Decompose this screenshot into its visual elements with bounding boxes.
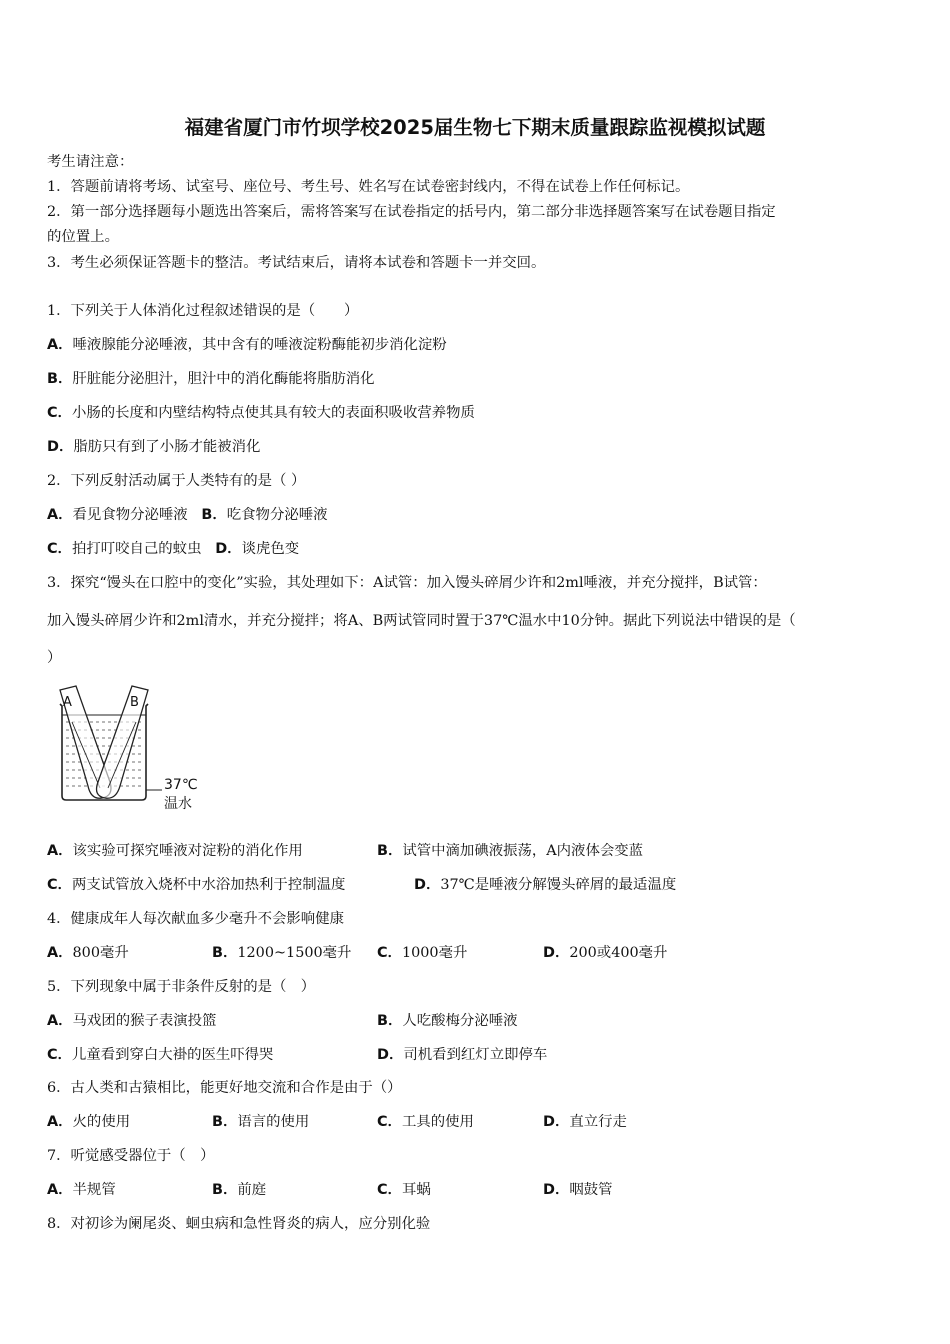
option-label: B．	[377, 843, 403, 859]
question-7-option-c[interactable]	[377, 1180, 431, 1200]
option-text: 火的使用	[72, 1114, 131, 1130]
option-label: D．	[543, 1182, 570, 1198]
question-5-option-b[interactable]	[377, 1011, 518, 1031]
option-label: B．	[212, 1114, 238, 1130]
notice-item: 2．第一部分选择题每小题选出答案后，需将答案写在试卷指定的括号内，第二部分非选择题答案写在试卷题目指定	[47, 204, 776, 220]
option-text: 唾液腺能分泌唾液，其中含有的唾液淀粉酶能初步消化淀粉	[72, 337, 447, 353]
option-label: D．	[47, 439, 74, 455]
question-1-stem: 1．下列关于人体消化过程叙述错误的是（ ）	[47, 303, 359, 319]
option-label: A．	[47, 507, 73, 523]
option-label: C．	[47, 1047, 72, 1063]
question-6-option-d[interactable]	[543, 1112, 627, 1132]
option-text: 人吃酸梅分泌唾液	[402, 1013, 518, 1029]
option-label: A．	[47, 1013, 73, 1029]
question-7-stem: 7．听觉感受器位于（ ）	[47, 1148, 215, 1164]
question-3-stem-line: ）	[47, 650, 62, 666]
option-text: 语言的使用	[237, 1114, 310, 1130]
question-5-stem: 5．下列现象中属于非条件反射的是（ ）	[47, 979, 316, 995]
question-6-stem: 6．古人类和古猿相比，能更好地交流和合作是由于（）	[47, 1080, 402, 1096]
question-2-option-c[interactable]	[47, 541, 201, 557]
question-4-stem: 4．健康成年人每次献血多少毫升不会影响健康	[47, 911, 344, 927]
option-text: 吃食物分泌唾液	[226, 507, 328, 523]
option-text: 小肠的长度和内壁结构特点使其具有较大的表面积吸收营养物质	[71, 405, 475, 421]
question-6-option-a[interactable]	[47, 1112, 130, 1132]
option-label: C．	[47, 877, 72, 893]
question-1-option-a[interactable]	[47, 335, 447, 355]
option-text: 肝脏能分泌胆汁，胆汁中的消化酶能将脂肪消化	[72, 371, 375, 387]
question-5-option-c[interactable]	[47, 1045, 273, 1065]
notice-item: 1．答题前请将考场、试室号、座位号、考生号、姓名写在试卷密封线内，不得在试卷上作任何标记。	[47, 179, 690, 195]
question-4-option-d[interactable]	[543, 943, 667, 963]
option-text: 谈虎色变	[241, 541, 300, 557]
notice-item: 3．考生必须保证答题卡的整洁。考试结束后，请将本试卷和答题卡一并交回。	[47, 255, 546, 271]
option-text: 脂肪只有到了小肠才能被消化	[73, 439, 261, 455]
option-label: A．	[47, 1182, 73, 1198]
question-4-option-c[interactable]	[377, 943, 467, 963]
question-4-option-a[interactable]	[47, 943, 129, 963]
option-label: C．	[377, 1182, 402, 1198]
option-text: 37℃是唾液分解馒头碎屑的最适温度	[440, 877, 677, 893]
warm-water-label: 温水	[164, 796, 192, 812]
tube-a-label: A	[63, 695, 72, 710]
option-text: 马戏团的猴子表演投篮	[72, 1013, 217, 1029]
exam-title: 福建省厦门市竹坝学校2025届生物七下期末质量跟踪监视模拟试题	[184, 116, 766, 139]
question-2-option-a[interactable]	[47, 507, 188, 523]
option-text: 耳蜗	[401, 1182, 431, 1198]
option-label: A．	[47, 945, 73, 961]
option-label: A．	[47, 843, 73, 859]
question-7-option-d[interactable]	[543, 1180, 613, 1200]
option-label: D．	[543, 1114, 570, 1130]
option-text: 拍打叮咬自己的蚊虫	[71, 541, 202, 557]
option-text: 1200~1500毫升	[237, 945, 352, 961]
option-text: 看见食物分泌唾液	[72, 507, 188, 523]
question-8-stem: 8．对初诊为阑尾炎、蛔虫病和急性肾炎的病人，应分别化验	[47, 1216, 431, 1232]
option-text: 咽鼓管	[569, 1182, 613, 1198]
beaker-figure	[48, 682, 208, 814]
question-3-stem-line: 3．探究“馒头在口腔中的变化”实验，其处理如下：A试管：加入馒头碎屑少许和2ml唾液，并充分搅拌，B试管：	[47, 575, 767, 591]
option-text: 司机看到红灯立即停车	[403, 1047, 548, 1063]
question-5-option-d[interactable]	[377, 1045, 547, 1065]
option-text: 前庭	[237, 1182, 267, 1198]
option-text: 直立行走	[569, 1114, 627, 1130]
option-label: B．	[377, 1013, 403, 1029]
option-text: 1000毫升	[401, 945, 468, 961]
question-6-option-c[interactable]	[377, 1112, 474, 1132]
option-label: B．	[212, 945, 238, 961]
option-label: B．	[201, 507, 227, 523]
option-label: A．	[47, 337, 73, 353]
option-text: 半规管	[72, 1182, 116, 1198]
option-text: 200或400毫升	[569, 945, 668, 961]
question-1-option-c[interactable]	[47, 403, 475, 423]
option-text: 两支试管放入烧杯中水浴加热利于控制温度	[71, 877, 346, 893]
question-3-stem-line: 加入馒头碎屑少许和2ml清水，并充分搅拌；将A、B两试管同时置于37℃温水中10分钟。据此下列说法中错误的是（	[47, 613, 796, 629]
option-label: C．	[377, 945, 402, 961]
question-3-option-a[interactable]	[47, 841, 303, 861]
option-text: 工具的使用	[401, 1114, 474, 1130]
question-1-option-d[interactable]	[47, 437, 260, 457]
option-label: B．	[47, 371, 73, 387]
option-label: B．	[212, 1182, 238, 1198]
option-label: C．	[377, 1114, 402, 1130]
notice-heading: 考生请注意：	[47, 154, 134, 170]
option-label: D．	[543, 945, 570, 961]
question-1-option-b[interactable]	[47, 369, 375, 389]
option-label: A．	[47, 1114, 73, 1130]
question-2-stem: 2．下列反射活动属于人类特有的是（ ）	[47, 473, 306, 489]
option-label: C．	[47, 541, 72, 557]
question-4-option-b[interactable]	[212, 943, 351, 963]
question-3-option-c[interactable]	[47, 875, 345, 895]
option-label: D．	[377, 1047, 404, 1063]
question-7-option-b[interactable]	[212, 1180, 266, 1200]
option-label: C．	[47, 405, 72, 421]
question-6-option-b[interactable]	[212, 1112, 309, 1132]
option-label: D．	[414, 877, 441, 893]
option-text: 800毫升	[72, 945, 129, 961]
question-2-option-b[interactable]	[201, 507, 327, 523]
question-2-options-row-1	[47, 505, 328, 525]
question-7-option-a[interactable]	[47, 1180, 116, 1200]
tube-b-label: B	[130, 695, 139, 710]
question-2-options-row-2	[47, 539, 299, 559]
temperature-label: 37℃	[164, 777, 198, 793]
option-label: D．	[215, 541, 242, 557]
option-text: 该实验可探究唾液对淀粉的消化作用	[72, 843, 303, 859]
question-5-option-a[interactable]	[47, 1011, 216, 1031]
option-text: 儿童看到穿白大褂的医生吓得哭	[71, 1047, 274, 1063]
question-3-option-d[interactable]	[414, 875, 676, 895]
question-2-option-d[interactable]	[215, 541, 299, 557]
test-tube-b	[97, 686, 148, 798]
option-text: 试管中滴加碘液振荡，A内液体会变蓝	[402, 843, 644, 859]
question-3-option-b[interactable]	[377, 841, 643, 861]
notice-item: 的位置上。	[47, 229, 119, 245]
